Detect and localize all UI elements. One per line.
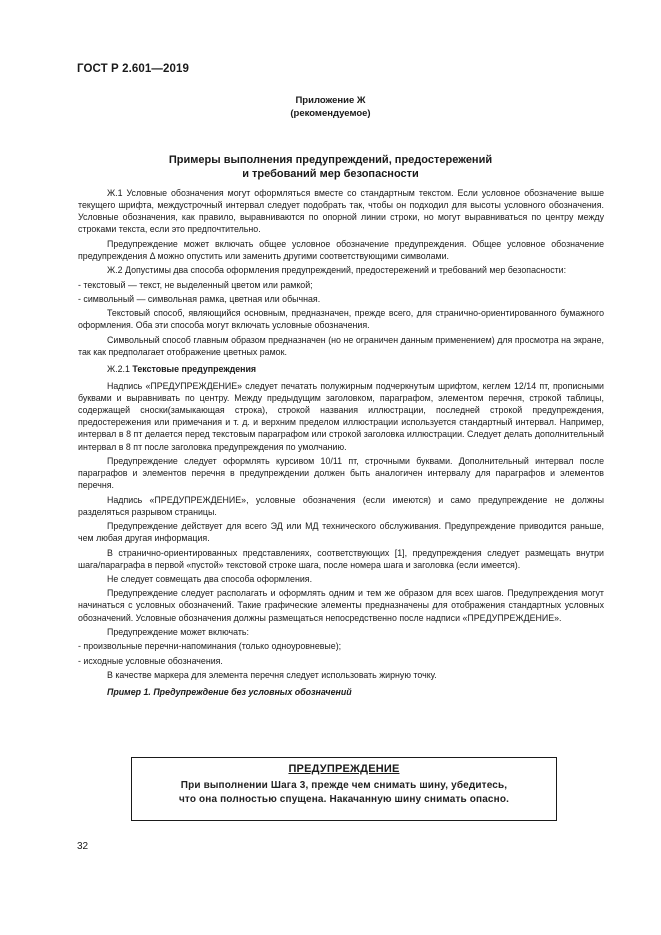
paragraph: Предупреждение действует для всего ЭД или МД технического обслуживания. Предупреждение приводится раньше, чем любая другая информация. (78, 521, 604, 544)
warning-text-line2: что она полностью спущена. Накачанную шину снимать опасно. (178, 794, 510, 805)
document-header: ГОСТ Р 2.601—2019 (77, 63, 189, 75)
paragraph: Предупреждение следует оформлять курсивом 10/11 пт, строчными буквами. Дополнительный интервал после параграфов и элементов перечня в предупреждении должен быть аналогичен интервалу для параграфов и элементов перечня. (78, 455, 604, 491)
subsection-title: Текстовые предупреждения (132, 364, 257, 374)
paragraph: В странично-ориентированных представлениях, соответствующих [1], предупреждения следует размещать внутри шага/параграфа в первой «пустой» текстовой строке шага, после номера шага и заголовка (если имеется). (78, 547, 604, 570)
section-title-line1: Примеры выполнения предупреждений, предостережений (168, 154, 493, 166)
page-number: 32 (77, 841, 89, 852)
paragraph: Предупреждение следует располагать и оформлять одним и тем же образом для всех шагов. Предупреждения могут начинаться с условных обозначений. Такие графические элементы предназначены для отображения стандартных условных обозначений. Условные обозначения должны размещаться непосредственно после надписи «ПРЕДУПРЕЖДЕНИЕ». (78, 588, 604, 623)
paragraph: Ж.1 Условные обозначения могут оформляться вместе со стандартным текстом. Если условное обозначение выше текущего шрифта, междустрочный интервал следует подобрать так, чтобы он подходил для высоты условного обозначения. Условные обозначения, как правило, выравниваются по опорной линии строки, но могут выравниваться по центру между строками текста, если это предпочтительно. (78, 188, 604, 235)
paragraph: Предупреждение может включать общее условное обозначение предупреждения. Общее условное обозначение предупреждения Δ можно опустить или заменить другими соответствующими символами. (78, 238, 604, 261)
subsection-heading (78, 363, 604, 375)
warning-title: ПРЕДУПРЕЖДЕНИЕ (288, 763, 400, 775)
paragraph: Текстовый способ, являющийся основным, предназначен, прежде всего, для странично-ориентированного бумажного оформления. Оба эти способа могут включать условные обозначения. (78, 308, 604, 331)
paragraph: Ж.2 Допустимы два способа оформления предупреждений, предостережений и требований мер безопасности: (107, 265, 567, 276)
paragraph: В качестве маркера для элемента перечня следует использовать жирную точку. (107, 670, 437, 681)
list-item: - произвольные перечни-напоминания (только одноуровневые); (78, 641, 342, 652)
list-item: - исходные условные обозначения. (78, 655, 223, 666)
appendix-title: Приложение Ж (295, 95, 366, 106)
paragraph: Символьный способ главным образом предназначен (но не ограничен данным применением) для просмотра на экране, так как предполагает отображение цветных рамок. (78, 334, 604, 357)
example-caption: Пример 1. Предупреждение без условных обозначений (107, 687, 352, 698)
appendix-subtitle: (рекомендуемое) (290, 108, 371, 119)
paragraph: Не следует совмещать два способа оформления. (107, 573, 313, 584)
subsection-number: Ж.2.1 (107, 364, 130, 374)
paragraph: Надпись «ПРЕДУПРЕЖДЕНИЕ», условные обозначения (если имеются) и само предупреждение не должны разделяться разрывом страницы. (78, 494, 604, 517)
list-item: - символьный — символьная рамка, цветная или обычная. (78, 293, 321, 304)
section-title-line2: и требований мер безопасности (242, 168, 419, 180)
paragraph: Надпись «ПРЕДУПРЕЖДЕНИЕ» следует печатать полужирным подчеркнутым шрифтом, кеглем 12/14 пт, прописными буквами и выравнивать по центру. Между предыдущим заголовком, параграфом, элементом перечня, строкой таблицы, содержащей сноски(замыкающая строка), строкой названия иллюстрации, последней строкой предупреждения, предостережения или примечания и т. д. и верхним пределом иллюстрации используется стандартный интервал. Например, интервал в 8 пт делается перед текстовым параграфом или строкой заголовка иллюстрации. Следует делать дополнительный интервал в 8 пт после заголовка предупреждения по умолчанию. (78, 381, 604, 452)
list-item: - текстовый — текст, не выделенный цветом или рамкой; (78, 279, 313, 290)
paragraph: Предупреждение может включать: (107, 626, 249, 637)
body-text (78, 187, 604, 701)
warning-box (131, 757, 557, 821)
warning-text-line1: При выполнении Шага 3, прежде чем снимать шину, убедитесь, (180, 780, 508, 791)
